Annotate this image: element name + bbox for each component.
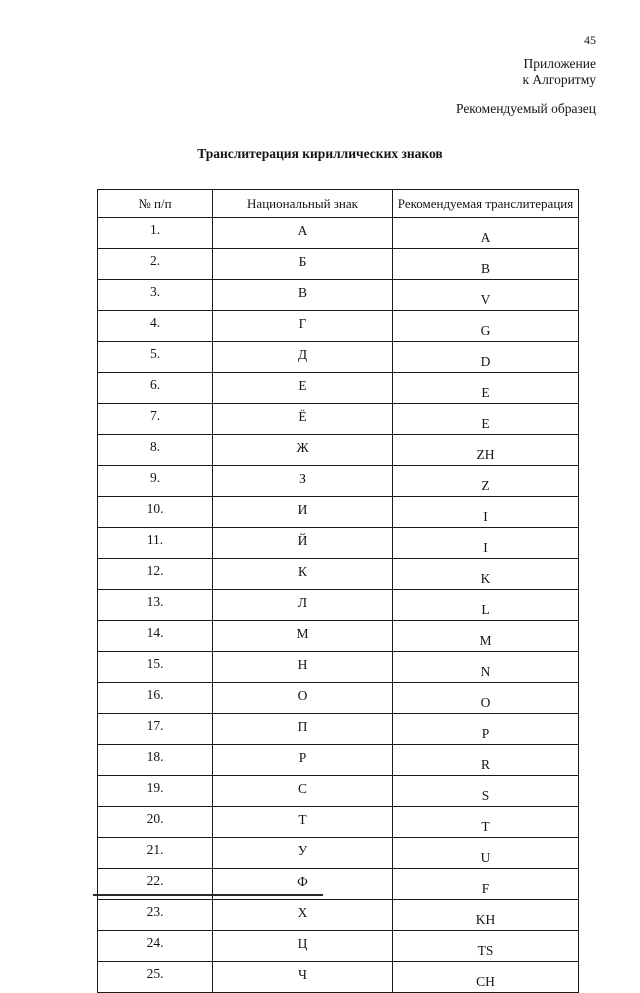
cell-number: 12. — [98, 559, 213, 590]
cell-transliteration: M — [393, 621, 579, 652]
cell-national-sign: Ф — [213, 869, 393, 900]
cell-number: 6. — [98, 373, 213, 404]
cell-number: 9. — [98, 466, 213, 497]
table-row — [98, 652, 579, 683]
cell-national-sign: М — [213, 621, 393, 652]
table-row — [98, 218, 579, 249]
page-number: 45 — [584, 33, 596, 47]
table-row — [98, 466, 579, 497]
table-row — [98, 373, 579, 404]
cell-national-sign: Б — [213, 249, 393, 280]
cell-national-sign: П — [213, 714, 393, 745]
table-row — [98, 404, 579, 435]
table-header-row — [98, 190, 579, 218]
table-row — [98, 714, 579, 745]
table-row — [98, 528, 579, 559]
cell-transliteration: A — [393, 218, 579, 249]
table-row — [98, 931, 579, 962]
transliteration-table — [97, 189, 579, 993]
cell-national-sign: Х — [213, 900, 393, 931]
cell-national-sign: Д — [213, 342, 393, 373]
cell-number: 5. — [98, 342, 213, 373]
cell-number: 15. — [98, 652, 213, 683]
cell-transliteration: D — [393, 342, 579, 373]
table-row — [98, 311, 579, 342]
cell-transliteration: N — [393, 652, 579, 683]
cell-transliteration: T — [393, 807, 579, 838]
cell-national-sign: Й — [213, 528, 393, 559]
cell-transliteration: F — [393, 869, 579, 900]
table-row — [98, 683, 579, 714]
cell-number: 8. — [98, 435, 213, 466]
cell-national-sign: К — [213, 559, 393, 590]
cell-transliteration: KH — [393, 900, 579, 931]
table-row — [98, 590, 579, 621]
cell-national-sign: И — [213, 497, 393, 528]
cell-transliteration: I — [393, 497, 579, 528]
cell-number: 2. — [98, 249, 213, 280]
cell-transliteration: E — [393, 404, 579, 435]
table-row — [98, 559, 579, 590]
cell-national-sign: В — [213, 280, 393, 311]
appendix-line-2: к Алгоритму — [522, 72, 596, 87]
cell-number: 10. — [98, 497, 213, 528]
cell-transliteration: G — [393, 311, 579, 342]
cell-national-sign: У — [213, 838, 393, 869]
cell-transliteration: L — [393, 590, 579, 621]
cell-number: 13. — [98, 590, 213, 621]
cell-transliteration: K — [393, 559, 579, 590]
cell-number: 7. — [98, 404, 213, 435]
cell-number: 1. — [98, 218, 213, 249]
bottom-rule — [93, 894, 323, 896]
table-body — [98, 218, 579, 993]
table-row — [98, 497, 579, 528]
cell-national-sign: Г — [213, 311, 393, 342]
cell-number: 17. — [98, 714, 213, 745]
cell-number: 3. — [98, 280, 213, 311]
cell-national-sign: Р — [213, 745, 393, 776]
cell-national-sign: С — [213, 776, 393, 807]
cell-transliteration: B — [393, 249, 579, 280]
cell-national-sign: А — [213, 218, 393, 249]
cell-number: 20. — [98, 807, 213, 838]
cell-transliteration: TS — [393, 931, 579, 962]
cell-transliteration: CH — [393, 962, 579, 993]
cell-national-sign: Ж — [213, 435, 393, 466]
cell-national-sign: Л — [213, 590, 393, 621]
header-number: № п/п — [98, 190, 213, 218]
table-row — [98, 807, 579, 838]
table-row — [98, 342, 579, 373]
table-row — [98, 280, 579, 311]
cell-transliteration: O — [393, 683, 579, 714]
cell-national-sign: Е — [213, 373, 393, 404]
cell-transliteration: P — [393, 714, 579, 745]
cell-number: 25. — [98, 962, 213, 993]
table-row — [98, 621, 579, 652]
cell-national-sign: О — [213, 683, 393, 714]
header-national-sign: Национальный знак — [213, 190, 393, 218]
document-title: Транслитерация кириллических знаков — [197, 146, 443, 161]
cell-national-sign: Ц — [213, 931, 393, 962]
cell-national-sign: Ч — [213, 962, 393, 993]
cell-number: 19. — [98, 776, 213, 807]
table-row — [98, 776, 579, 807]
cell-transliteration: ZH — [393, 435, 579, 466]
cell-number: 21. — [98, 838, 213, 869]
cell-transliteration: V — [393, 280, 579, 311]
cell-number: 4. — [98, 311, 213, 342]
table-row — [98, 838, 579, 869]
cell-number: 14. — [98, 621, 213, 652]
cell-national-sign: Н — [213, 652, 393, 683]
table-row — [98, 900, 579, 931]
cell-number: 22. — [98, 869, 213, 900]
cell-number: 24. — [98, 931, 213, 962]
cell-number: 18. — [98, 745, 213, 776]
cell-number: 11. — [98, 528, 213, 559]
cell-national-sign: Т — [213, 807, 393, 838]
table-row — [98, 435, 579, 466]
cell-transliteration: I — [393, 528, 579, 559]
table-row — [98, 745, 579, 776]
cell-transliteration: U — [393, 838, 579, 869]
table-row — [98, 249, 579, 280]
table-row — [98, 962, 579, 993]
appendix-line-1: Приложение — [523, 56, 596, 71]
sample-label: Рекомендуемый образец — [455, 101, 596, 116]
cell-number: 23. — [98, 900, 213, 931]
cell-national-sign: Ё — [213, 404, 393, 435]
cell-transliteration: Z — [393, 466, 579, 497]
cell-transliteration: S — [393, 776, 579, 807]
cell-number: 16. — [98, 683, 213, 714]
appendix-note — [522, 56, 596, 88]
header-transliteration: Рекомендуемая транслитерация — [393, 190, 579, 218]
cell-transliteration: E — [393, 373, 579, 404]
cell-national-sign: З — [213, 466, 393, 497]
cell-transliteration: R — [393, 745, 579, 776]
